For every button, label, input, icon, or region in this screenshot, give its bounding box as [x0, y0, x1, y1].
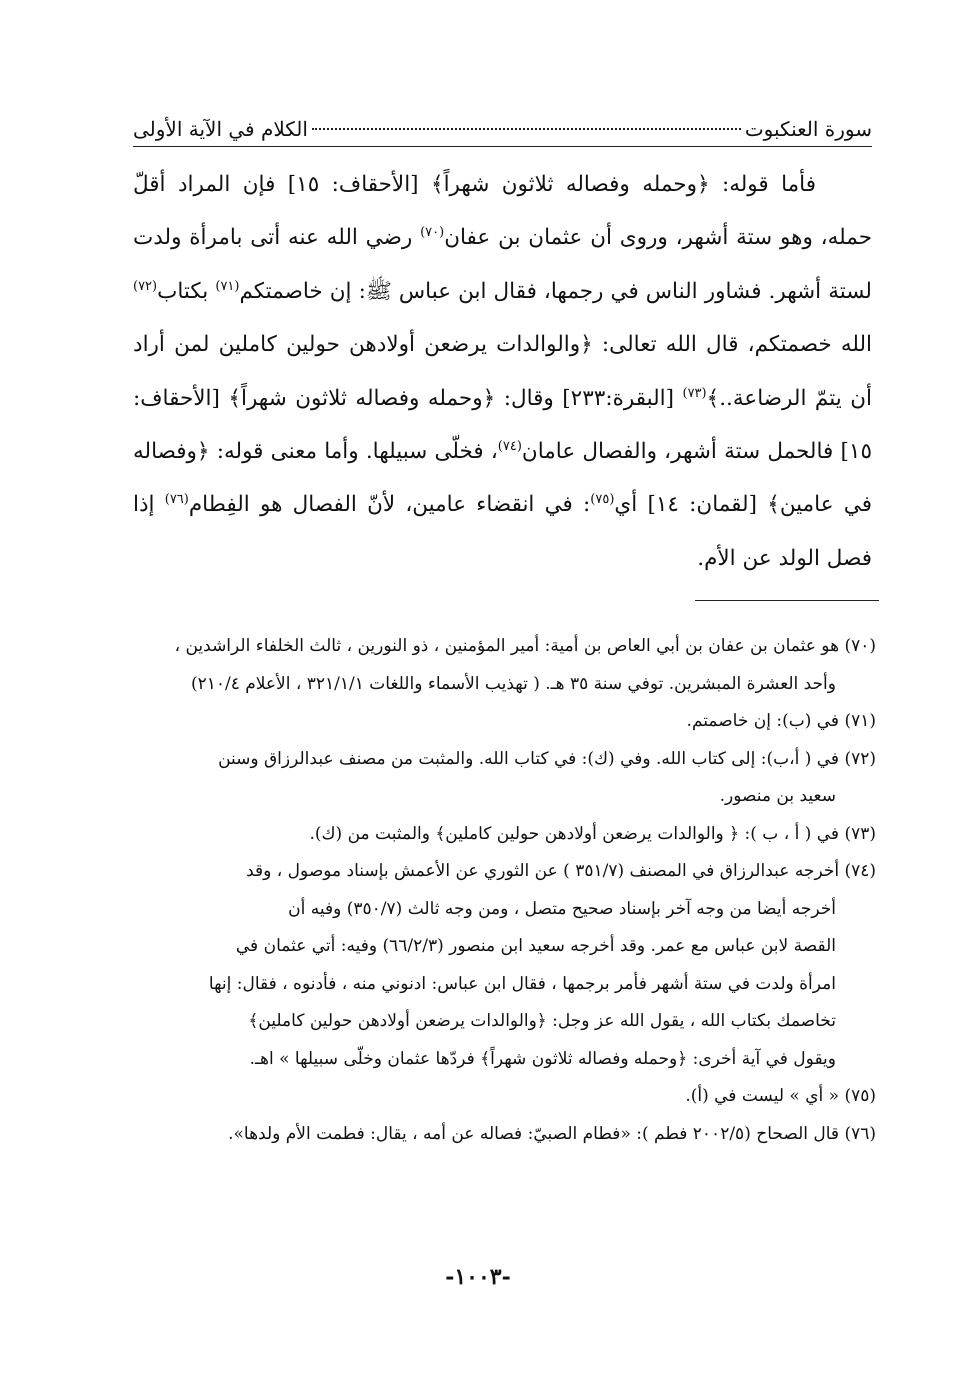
footnote-70-continued: وأحد العشرة المبشرين. توفي سنة ٣٥ هـ. ( تهذيب الأسماء واللغات ٣٢١/١/١ ، الأعلام ٢١٠/٤)	[190, 673, 836, 694]
footnote-separator	[695, 600, 879, 601]
footnote-ref[interactable]: (٧٠)	[420, 225, 445, 241]
footnote-72-continued: سعيد بن منصور.	[719, 786, 836, 806]
header-leader-dots	[312, 128, 741, 130]
footnote-73: (٧٣) في ( أ ، ب ): ﴿ والوالدات يرضعن أولادهن حولين كاملين﴾ والمثبت من (ك).	[309, 823, 876, 844]
page-number: -١٠٠٣-	[445, 1264, 511, 1290]
body-line: فأما قوله: ﴿وحمله وفصاله ثلاثون شهراً﴾ [الأحقاف: ١٥] فإن المراد أقلّ	[133, 172, 816, 197]
body-line: [البقرة:٢٣٣] وقال: ﴿وحمله وفصاله ثلاثون	[295, 385, 674, 411]
main-paragraph	[133, 158, 872, 585]
footnote-74-continued: القصة لابن عباس مع عمر. وقد أخرجه سعيد ابن منصور (٦٦/٢/٣) وفيه: أتي عثمان في	[235, 936, 836, 956]
header-section-title: الكلام في الآية الأولى	[133, 117, 308, 141]
footnote-72: (٧٢) في ( أ،ب): إلى كتاب الله. وفي (ك): في كتاب الله. والمثبت من مصنف عبدالرزاق وسنن	[218, 748, 876, 769]
body-line: حمله، وهو ستة أشهر، وروى أن عثمان بن عفان	[444, 225, 872, 251]
header-rule	[133, 146, 872, 147]
body-line: كاملين لمن أراد أن يتمّ الرضاعة..﴾	[133, 332, 872, 411]
footnotes	[133, 628, 876, 1153]
footnote-ref[interactable]: (٧٦)	[164, 492, 189, 508]
footnote-74-continued: امرأة ولدت في ستة أشهر فأمر برجمها ، فقال ابن عباس: ادنوني منه ، فأدنوه ، فقال: إنها	[208, 973, 836, 994]
footnote-74: (٧٤) أخرجه عبدالرزاق في المصنف (٣٥١/٧ ) عن الثوري عن الأعمش بإسناد موصول ، وقد	[246, 861, 876, 881]
main-text	[133, 158, 872, 585]
running-header	[133, 112, 872, 146]
body-line: شهراً﴾ [الأحقاف: ١٥] فالحمل ستة أشهر، والفصال عامان	[133, 385, 873, 465]
footnote-74-continued: ويقول في آية أخرى: ﴿وحمله وفصاله ثلاثون شهراً﴾ فردّها عثمان وخلّى سبيلها » اهـ.	[249, 1048, 836, 1069]
footnote-ref[interactable]: (٧٣)	[682, 385, 707, 401]
footnote-75: (٧٥) « أي » ليست في (أ).	[685, 1086, 876, 1106]
footnote-ref[interactable]: (٧٥)	[590, 492, 615, 508]
footnote-ref[interactable]: (٧٢)	[133, 278, 158, 294]
footnote-74-continued: تخاصمك بكتاب الله ، يقول الله عز وجل: ﴿والوالدات يرضعن أولادهن حولين كاملين﴾	[248, 1011, 836, 1031]
body-line: لستة أشهر. فشاور الناس في رجمها، فقال ابن عباس ﷺ: إن خاصمتكم	[239, 278, 872, 304]
body-line: معنى قوله: ﴿وفصاله في عامين﴾ [لقمان: ١٤] أي	[133, 439, 872, 518]
body-line: إذا فصل الولد عن الأم.	[133, 492, 872, 571]
body-line: الله خصمتكم، قال الله تعالى: ﴿والوالدات يرضعن أولادهن حولين	[286, 332, 872, 358]
footnote-71: (٧١) في (ب): إن خاصمتم.	[686, 711, 876, 731]
body-line: بكتاب	[157, 278, 209, 304]
footnote-74-continued: أخرجه أيضا من وجه آخر بإسناد صحيح متصل ، ومن وجه ثالث (٣٥٠/٧) وفيه أن	[288, 898, 836, 919]
body-line: الفصال هو الفِطام	[188, 492, 357, 518]
footnote-ref[interactable]: (٧٤)	[497, 438, 522, 454]
footnote-70: (٧٠) هو عثمان بن عفان بن أبي العاص بن أمية: أمير المؤمنين ، ذو النورين ، ثالث الخلفاء الراشدين ،	[174, 636, 876, 656]
body-line: ، فخلّى سبيلها. وأما	[324, 439, 498, 465]
body-line: : في انقضاء عامين، لأنّ	[367, 492, 591, 518]
footnote-76: (٧٦) قال الصحاح (٢٠٠٢/٥ فطم ): «فطام الصبيّ: فصاله عن أمه ، يقال: فطمت الأم ولدها».	[228, 1123, 876, 1144]
body-line: رضي الله عنه أتى بامرأة ولدت	[133, 225, 413, 251]
header-surah-title: سورة العنكبوت	[744, 117, 872, 141]
footnote-ref[interactable]: (٧١)	[215, 278, 240, 294]
